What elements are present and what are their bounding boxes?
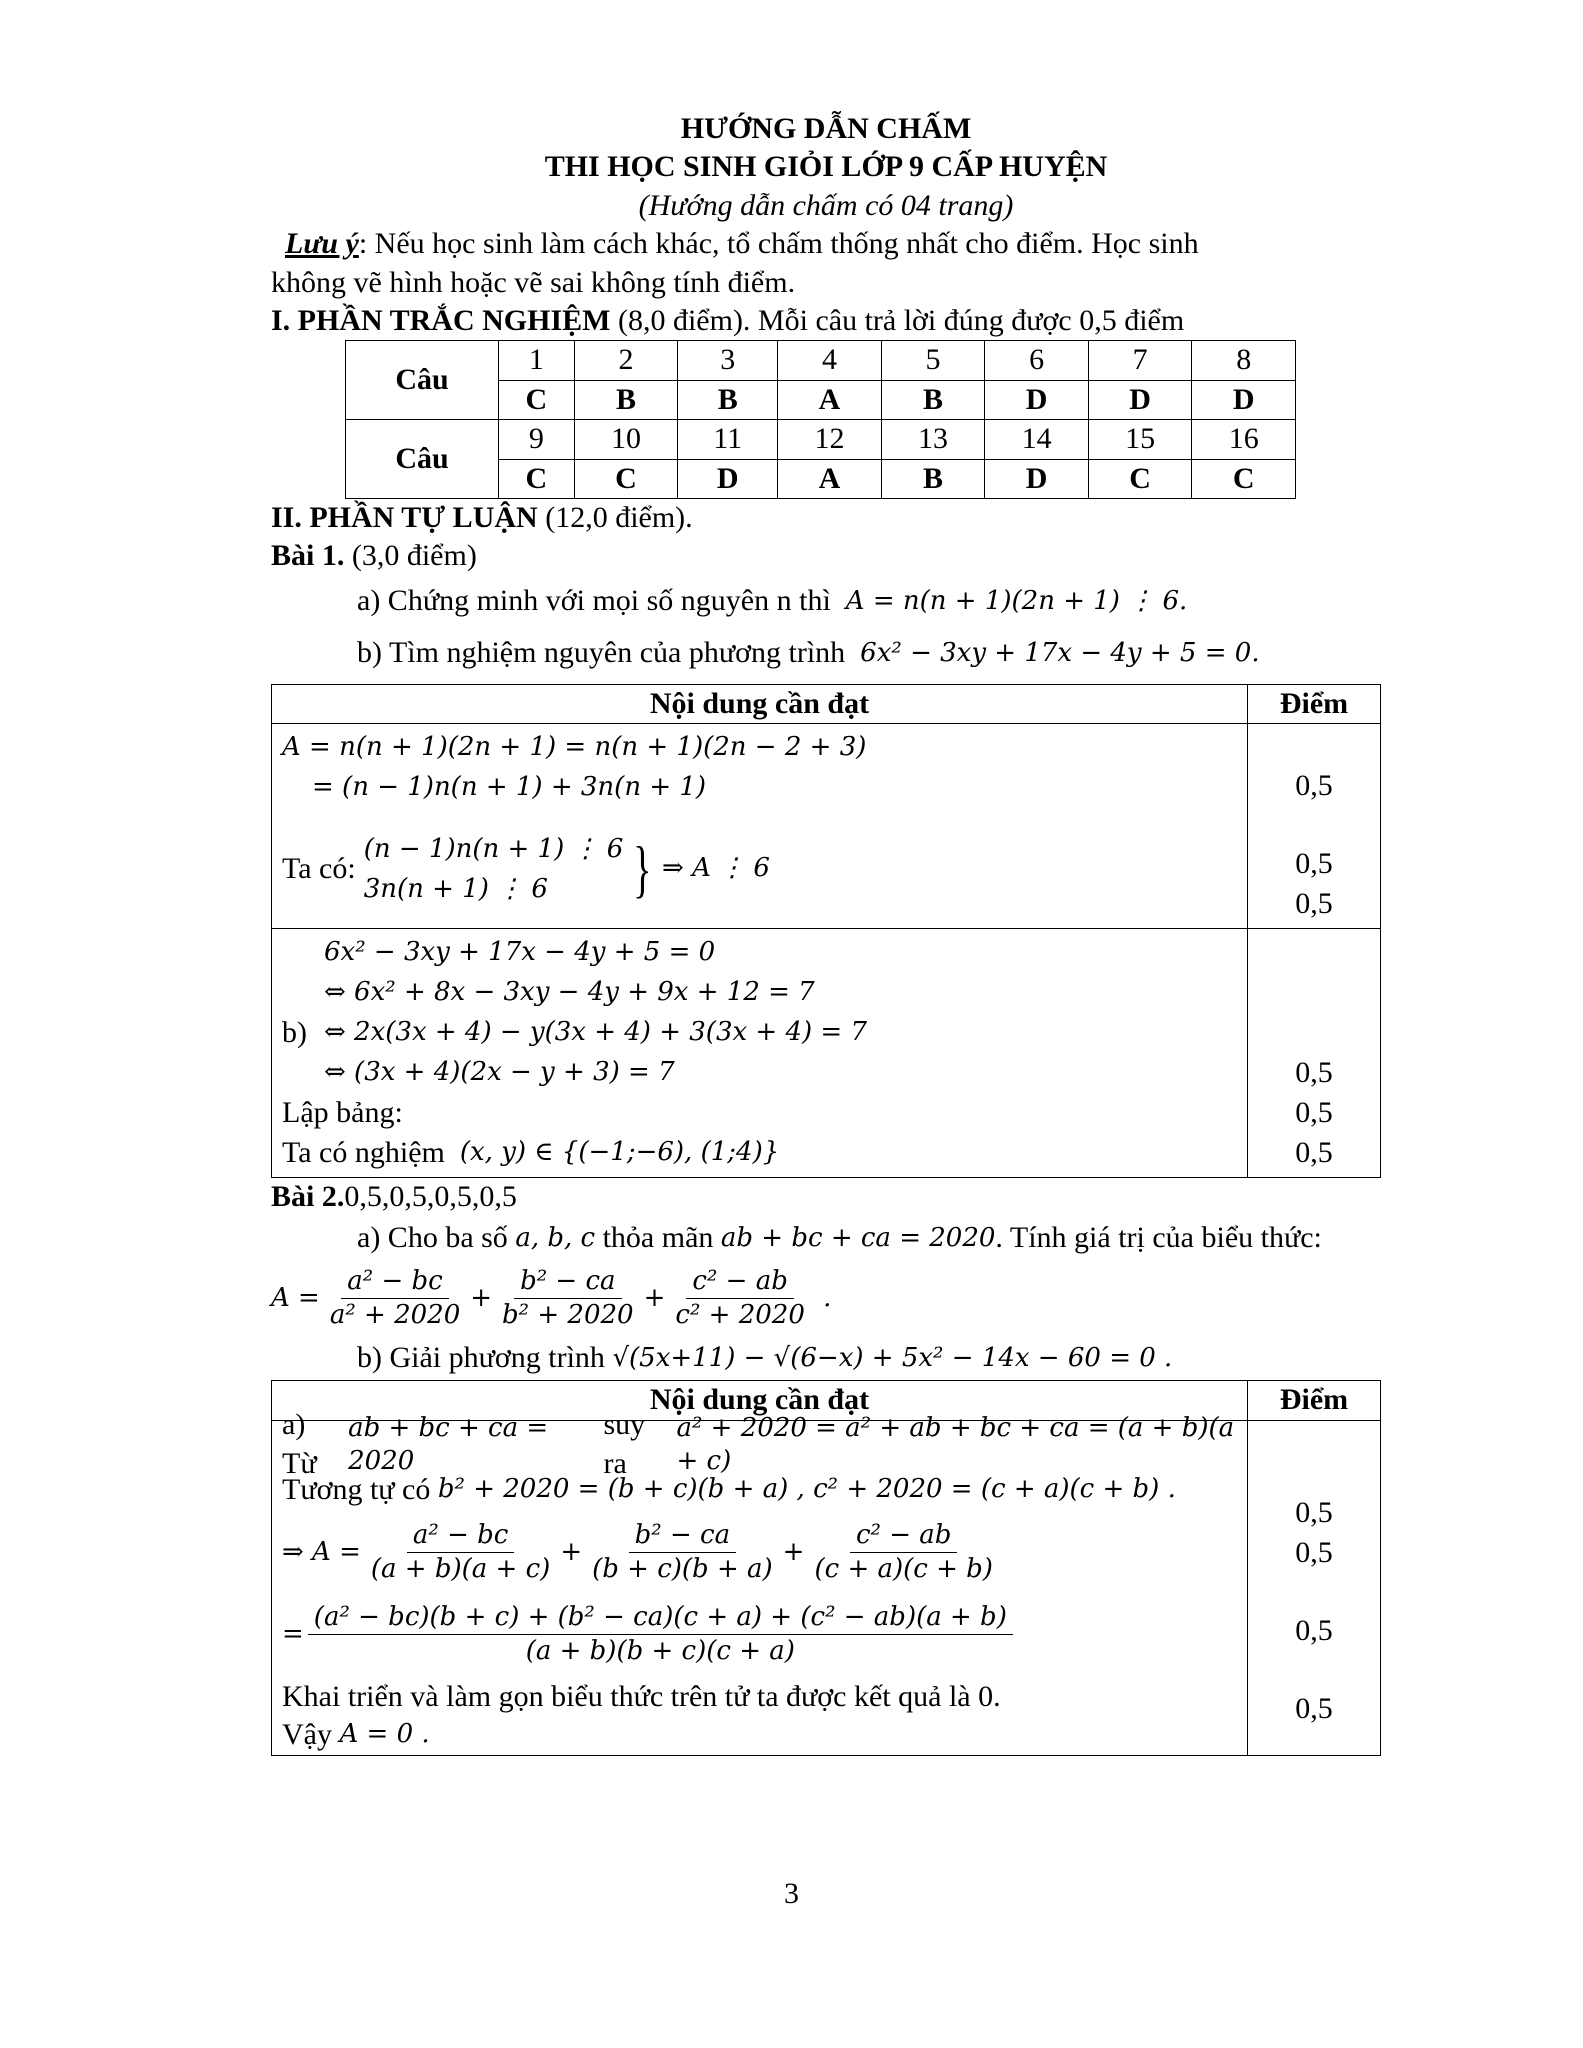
- question-number: 4: [778, 341, 882, 380]
- question-number: 11: [678, 420, 778, 459]
- answer-cell: D: [678, 459, 778, 498]
- answer-cell: C: [1192, 459, 1296, 498]
- math-expression: 6x² − 3xy + 17x − 4y + 5 = 0.: [860, 638, 1260, 669]
- answer-cell: B: [881, 380, 985, 419]
- math-expression: a² + 2020 = a² + ab + bc + ca = (a + b)(a + c): [676, 1412, 1235, 1476]
- solution-b: [272, 929, 1248, 1178]
- answer-table-row: [346, 341, 1296, 380]
- col-content-header: Nội dung cần đạt: [272, 1381, 1248, 1420]
- math-line: 6x² − 3xy + 17x − 4y + 5 = 0: [324, 937, 716, 968]
- score: 0,5: [1295, 1691, 1333, 1725]
- math-line: ⇔ 2x(3x + 4) − y(3x + 4) + 3(3x + 4) = 7: [324, 1017, 868, 1048]
- text: thỏa mãn: [602, 1221, 714, 1255]
- score: 0,5: [1295, 768, 1333, 802]
- question-number: 10: [574, 420, 678, 459]
- math-line: ⇔ (3x + 4)(2x − y + 3) = 7: [324, 1057, 675, 1088]
- bai2-expression-A: A = $\frac{\text{a² − bc}}{\text{a² + 2020}}$ + $\frac{\text{b² − ca}}{\text{b² + 2020}}$ + $\frac{\text{c² − ab}}{\text{c² + 2020}}$ .: [271, 1260, 1381, 1336]
- math-expression: A = 0 .: [339, 1719, 430, 1750]
- note: [271, 225, 1381, 263]
- fraction-denominator: (a + b)(a + c): [370, 1554, 551, 1585]
- answer-cell: C: [499, 380, 575, 419]
- col-content-header: Nội dung cần đạt: [272, 684, 1248, 723]
- solution-a: [272, 724, 1248, 929]
- math-line: ⇔ 6x² + 8x − 3xy − 4y + 9x + 12 = 7: [324, 977, 815, 1008]
- fraction-denominator: (b + c)(b + a): [592, 1554, 773, 1585]
- math-expression: ⇒ A =: [282, 1537, 361, 1568]
- doc-title-2: THI HỌC SINH GIỎI LỚP 9 CẤP HUYỆN: [544, 150, 1108, 184]
- answer-cell: D: [1088, 380, 1192, 419]
- fraction-numerator: (a² − bc)(b + c) + (b² − ca)(c + a) + (c² − ab)(a + b): [308, 1601, 1013, 1635]
- answer-cell: D: [985, 380, 1089, 419]
- bai1-title: Bài 1.: [271, 539, 345, 573]
- question-number: 8: [1192, 341, 1296, 380]
- text: Tương tự có: [282, 1472, 431, 1506]
- bai2-question-b: [271, 1336, 1381, 1380]
- part2-title: II. PHẦN TỰ LUẬN: [271, 500, 538, 534]
- table-row: [272, 929, 1381, 1178]
- system-block: [282, 814, 1237, 924]
- score: 0,5: [1295, 1535, 1333, 1569]
- fraction-numerator: a² − bc: [341, 1265, 448, 1299]
- question-number: 14: [985, 420, 1089, 459]
- answer-cell: D: [1192, 380, 1296, 419]
- document-page: [271, 110, 1381, 1756]
- fraction-numerator: b² − ca: [629, 1519, 736, 1553]
- table-header-row: [272, 684, 1381, 723]
- math-line: = (n − 1)n(n + 1) + 3n(n + 1): [312, 772, 707, 803]
- score: 0,5: [1295, 1613, 1333, 1647]
- answer-cell: B: [574, 380, 678, 419]
- answer-cell: D: [985, 459, 1089, 498]
- question-number: 12: [778, 420, 882, 459]
- fraction-denominator: (c + a)(c + b): [814, 1554, 993, 1585]
- question-number: 7: [1088, 341, 1192, 380]
- bai1-solution-table: [271, 684, 1381, 1178]
- answer-cell: B: [881, 459, 985, 498]
- page-number: 3: [784, 1877, 799, 1910]
- math-expression: ⇒ A ⋮ 6: [662, 853, 770, 884]
- bai2-title: Bài 2.: [271, 1180, 345, 1214]
- col-points-header: Điểm: [1248, 684, 1381, 723]
- score: 0,5: [1295, 886, 1333, 920]
- math-expression: (x, y) ∈ {(−1;−6), (1;4)}: [459, 1137, 780, 1168]
- col-points-header: Điểm: [1248, 1381, 1381, 1420]
- score: 0,5: [1295, 846, 1333, 880]
- question-number: 1: [499, 341, 575, 380]
- part-label: b): [282, 1015, 307, 1049]
- answer-cell: C: [1088, 459, 1192, 498]
- math-line: (n − 1)n(n + 1) ⋮ 6: [363, 834, 624, 865]
- fraction-denominator: a² + 2020: [329, 1299, 461, 1330]
- fraction-numerator: b² − ca: [514, 1265, 621, 1299]
- answer-cell: A: [778, 380, 882, 419]
- solution-2a: [272, 1408, 1248, 1755]
- score: 0,5: [1295, 1055, 1333, 1089]
- points-2a: [1248, 1420, 1381, 1755]
- text-line: Lập bảng:: [282, 1095, 403, 1129]
- doc-title-1: HƯỚNG DẪN CHẤM: [680, 112, 972, 145]
- score: 0,5: [1295, 1135, 1333, 1169]
- math-expression: A = n(n + 1)(2n + 1) ⋮ 6.: [845, 586, 1188, 617]
- solution-line: [282, 1717, 1237, 1753]
- text: a) Cho ba số: [357, 1221, 508, 1255]
- score: 0,5: [1295, 1495, 1333, 1529]
- bai1-points: (3,0 điểm): [344, 539, 477, 573]
- bai1-question-a: [271, 576, 1381, 628]
- fraction-denominator: c² + 2020: [675, 1299, 805, 1330]
- solution-set-line: [282, 1133, 1237, 1173]
- points-b: [1248, 929, 1381, 1178]
- fraction-line: [282, 1593, 1237, 1677]
- solution-line: [282, 1408, 1237, 1480]
- question-number: 5: [881, 341, 985, 380]
- note-text-2: không vẽ hình hoặc vẽ sai không tính điểm.: [271, 265, 796, 299]
- fraction-numerator: c² − ab: [850, 1519, 957, 1553]
- answer-cell: A: [778, 459, 882, 498]
- note-label: Lưu ý: [285, 227, 359, 261]
- points-a: [1248, 724, 1381, 929]
- bai2-points: 0,5,0,5,0,5,0,5: [344, 1180, 517, 1214]
- text: b) Giải phương trình: [357, 1341, 605, 1375]
- question-text: b) Tìm nghiệm nguyên của phương trình: [357, 636, 846, 670]
- right-brace: }: [633, 833, 652, 905]
- math-line: 3n(n + 1) ⋮ 6: [363, 874, 548, 905]
- question-number: 6: [985, 341, 1089, 380]
- fraction-line: ⇒ A = $\frac{\text{a² − bc}}{(a + b)(a + c)}$ + $\frac{\text{b² − ca}}{(b + c)(b + a)}$ + $\frac{\text{c² − ab}}{(c + a)(c + b)}$: [282, 1513, 1237, 1593]
- math-expression: A =: [271, 1282, 320, 1313]
- math-expression: =: [282, 1619, 304, 1650]
- text: Ta có nghiệm: [282, 1135, 445, 1169]
- math-expression: ab + bc + ca = 2020: [720, 1222, 996, 1253]
- fraction-numerator: c² − ab: [686, 1265, 793, 1299]
- question-number: 15: [1088, 420, 1192, 459]
- table-row: [272, 724, 1381, 929]
- answer-cell: C: [499, 459, 575, 498]
- fraction-denominator: (a + b)(b + c)(c + a): [525, 1636, 795, 1667]
- note-text-1: : Nếu học sinh làm cách khác, tổ chấm thống nhất cho điểm. Học sinh: [358, 227, 1199, 261]
- question-text: a) Chứng minh với mọi số nguyên n thì: [357, 584, 831, 618]
- math-expression: √(5x+11) − √(6−x) + 5x² − 14x − 60 = 0 .: [612, 1342, 1173, 1373]
- solution-line: [282, 1467, 1237, 1513]
- bai1-heading: [271, 537, 1381, 575]
- table-row: [272, 1420, 1381, 1755]
- part1-desc: (8,0 điểm). Mỗi câu trả lời đúng được 0,5 điểm: [610, 303, 1185, 337]
- row-label: Câu: [346, 420, 499, 499]
- math-expression: b² + 2020 = (b + c)(b + a) , c² + 2020 = (c + a)(c + b) .: [437, 1474, 1176, 1505]
- math-line: A = n(n + 1)(2n + 1) = n(n + 1)(2n − 2 + 3): [282, 732, 867, 763]
- bai1-question-b: [271, 628, 1381, 680]
- part2-heading: [271, 499, 1381, 537]
- bai2-question-a: [271, 1216, 1381, 1260]
- fraction-denominator: b² + 2020: [502, 1299, 634, 1330]
- answer-table-row: [346, 420, 1296, 459]
- text: Ta có:: [282, 851, 356, 885]
- bai2-heading: [271, 1178, 1381, 1216]
- question-number: 3: [678, 341, 778, 380]
- answer-cell: B: [678, 380, 778, 419]
- math-expression: ab + bc + ca = 2020: [348, 1412, 549, 1476]
- doc-subtitle: (Hướng dẫn chấm có 04 trang): [638, 188, 1014, 222]
- answer-table: [345, 340, 1296, 499]
- part1-heading: [271, 302, 1381, 340]
- question-number: 2: [574, 341, 678, 380]
- part2-desc: (12,0 điểm).: [537, 500, 693, 534]
- question-number: 13: [881, 420, 985, 459]
- bai2-solution-table: [271, 1380, 1381, 1755]
- equivalence-block: [282, 973, 1237, 1093]
- text: a) Từ: [282, 1408, 317, 1480]
- text: suy ra: [603, 1408, 646, 1480]
- question-number: 9: [499, 420, 575, 459]
- answer-cell: C: [574, 459, 678, 498]
- part1-title: I. PHẦN TRẮC NGHIỆM: [271, 303, 611, 337]
- row-label: Câu: [346, 341, 499, 420]
- text-line: Khai triển và làm gọn biểu thức trên tử ta được kết quả là 0.: [282, 1679, 1001, 1713]
- text: . Tính giá trị của biểu thức:: [995, 1221, 1322, 1255]
- question-number: 16: [1192, 420, 1296, 459]
- math-expression: a, b, c: [515, 1222, 596, 1253]
- text: Vậy: [282, 1717, 332, 1751]
- score: 0,5: [1295, 1095, 1333, 1129]
- fraction-numerator: a² − bc: [407, 1519, 514, 1553]
